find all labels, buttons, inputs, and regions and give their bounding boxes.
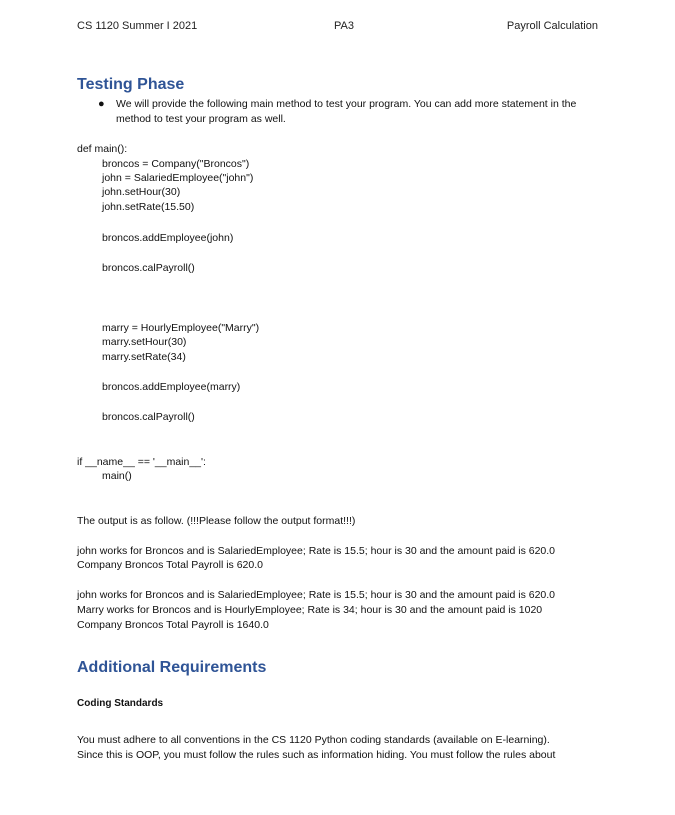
code-line: broncos = Company("Broncos") <box>102 158 250 170</box>
code-line: marry.setRate(34) <box>102 351 186 363</box>
testing-bullet-text: We will provide the following main method to test your program. You can add more statement in the method to test your program as well. <box>116 98 577 125</box>
page-header <box>77 20 598 34</box>
header-topic: Payroll Calculation <box>506 20 598 32</box>
testing-phase-heading: Testing Phase <box>77 76 185 93</box>
code-if-main: if __name__ == '__main__': <box>77 456 206 468</box>
output-block-1-line-1: john works for Broncos and is SalariedEmployee; Rate is 15.5; hour is 30 and the amount paid is 620.0 <box>77 545 556 557</box>
code-line: john.setRate(15.50) <box>102 201 195 213</box>
code-line: marry.setHour(30) <box>102 336 187 348</box>
code-def-main: def main(): <box>77 143 128 155</box>
coding-standards-line-1: You must adhere to all conventions in the CS 1120 Python coding standards (available on E-learning). <box>77 734 550 746</box>
coding-standards-line-2: Since this is OOP, you must follow the rules such as information hiding. You must follow the rules about <box>77 749 556 761</box>
code-line: broncos.calPayroll() <box>102 262 195 274</box>
coding-standards-subheading: Coding Standards <box>77 698 164 709</box>
output-block-2-line-2: Marry works for Broncos and is HourlyEmployee; Rate is 34; hour is 30 and the amount paid is 1020 <box>77 604 543 616</box>
code-line: broncos.addEmployee(john) <box>102 232 234 244</box>
output-intro: The output is as follow. (!!!Please follow the output format!!!) <box>77 515 356 527</box>
code-call-main: main() <box>102 470 132 482</box>
code-line: broncos.calPayroll() <box>102 411 195 423</box>
output-block-2-line-3: Company Broncos Total Payroll is 1640.0 <box>77 619 269 631</box>
additional-requirements-heading: Additional Requirements <box>77 659 267 676</box>
header-assignment: PA3 <box>334 20 354 32</box>
code-line: broncos.addEmployee(marry) <box>102 381 241 393</box>
code-line: john = SalariedEmployee("john") <box>102 172 254 184</box>
code-line: john.setHour(30) <box>102 186 181 198</box>
code-line: marry = HourlyEmployee("Marry") <box>102 322 260 334</box>
bullet-icon: ● <box>98 98 105 110</box>
header-course: CS 1120 Summer I 2021 <box>77 20 198 32</box>
output-block-1-line-2: Company Broncos Total Payroll is 620.0 <box>77 559 263 571</box>
output-block-2-line-1: john works for Broncos and is SalariedEmployee; Rate is 15.5; hour is 30 and the amount paid is 620.0 <box>77 589 556 601</box>
